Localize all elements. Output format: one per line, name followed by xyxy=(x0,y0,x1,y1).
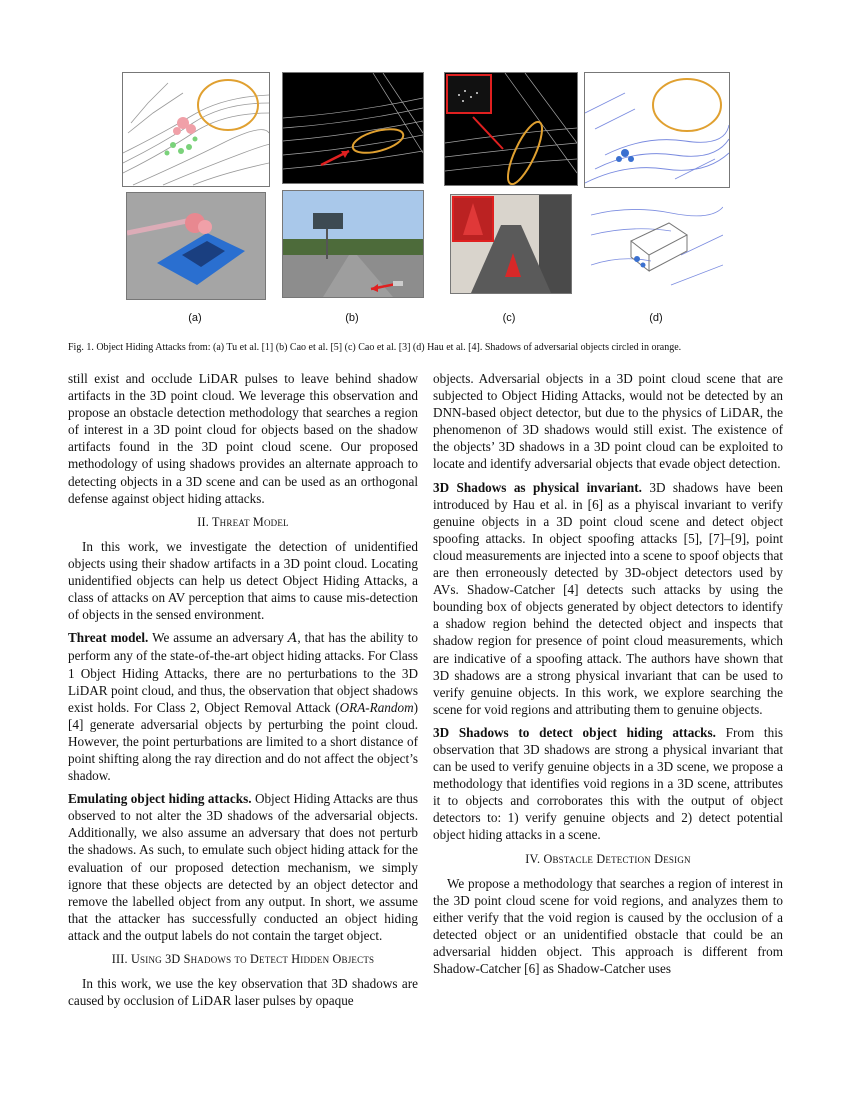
panel-c-corridor xyxy=(450,194,572,294)
panel-b-road xyxy=(282,190,424,298)
adversary-symbol: A xyxy=(287,631,298,647)
physical-invariant-title: 3D Shadows as physical invariant. xyxy=(433,479,642,495)
section-heading-using-3d-shadows: III. Using 3D Shadows to Detect Hidden Objects xyxy=(111,952,375,966)
threat-model-title: Threat model. xyxy=(68,630,149,646)
right-column xyxy=(433,370,783,983)
panel-d-box xyxy=(590,194,724,296)
pointcloud-a-graphic xyxy=(123,73,269,186)
paragraph-adversarial-objects: objects. Adversarial objects in a 3D point cloud scene that are subjected to Object Hiding Attacks, would not be detected by an DNN-based object detector, but due to the physics of LiDAR, the phenomenon of 3D shadows would still exist. The existence of the objects’ 3D shadows in a 3D point cloud can be exploited to locate and identify adversarial objects that evade object detection. xyxy=(433,371,783,472)
section-heading-threat-model: II. Threat Model xyxy=(197,514,289,529)
subfigure-label-c: (c) xyxy=(502,312,516,324)
ora-random-term: ORA-Random xyxy=(339,699,414,715)
pointcloud-c-graphic xyxy=(445,73,577,185)
pointcloud-b-graphic xyxy=(283,73,423,183)
paragraph-threat-model xyxy=(68,629,418,784)
panel-c-pointcloud xyxy=(444,72,578,186)
paragraph-physical-invariant xyxy=(433,479,783,718)
threat-model-text-b: , that has the ability to perform any of the state-of-the-art object hiding attacks. For Class 1 Object Hiding Attacks, there are no perturbations to the 3D LiDAR point cloud, and thus, the observation that object shadows exist holds. For Class 2, Object Removal Attack ( xyxy=(68,630,419,715)
threat-model-text-a: We assume an adversary xyxy=(148,630,288,646)
pointcloud-d-graphic xyxy=(585,73,729,187)
subfigure-label-d: (d) xyxy=(649,312,663,324)
box-d-graphic xyxy=(591,195,723,295)
road-b-graphic xyxy=(283,191,423,297)
panel-a-car xyxy=(126,192,266,300)
paragraph-emulating xyxy=(68,790,418,944)
section-heading-obstacle-design: IV. Obstacle Detection Design xyxy=(525,851,691,866)
panel-b-pointcloud xyxy=(282,72,424,184)
paragraph-detect-hiding xyxy=(433,724,783,844)
emulating-text: Object Hiding Attacks are thus observed to not alter the 3D shadows of the adversarial objects. Additionally, we also assume an adversary that does not perturb the shadows. As such, to emulate such object hiding attack for the evaluation of our proposed detection mechanism, we simply ignore that these objects are detected by an object detector and remove the labelled object from any output. In short, we assume that the attacker has successfully conducted an object hiding attack and the output labels do not contain the target object. xyxy=(68,791,419,943)
detect-hiding-title: 3D Shadows to detect object hiding attacks. xyxy=(433,724,716,740)
figure-1 xyxy=(120,70,740,330)
panel-d-pointcloud xyxy=(584,72,730,188)
detect-hiding-text: From this observation that 3D shadows are strong a physical invariant that can be used to verify genuine objects in a 3D scene, we propose a methodology that identifies void regions in a 3D scene, attributes it to objects and corroborates this with the output of object detectors to: 1) verify genuine objects and 2) detect potential object hiding attacks in a scene. xyxy=(433,724,783,843)
paragraph-threat-intro: In this work, we investigate the detection of unidentified objects using their shadow artifacts in a 3D point cloud. Locating unidentified objects can help us detect Object Hiding Attacks, a class of attacks on AV perception that aims to cause mis-detection of objects in the sensed environment. xyxy=(68,538,418,623)
corridor-c-graphic xyxy=(451,195,571,293)
panel-a-pointcloud xyxy=(122,72,270,187)
paragraph-methodology: We propose a methodology that searches a region of interest in the 3D point cloud scene for void regions, and analyzes them to either verify that the void region is caused by the occlusion of a detected object or an unidentified obstacle that could be an adversarial hidden object. This approach is different from Shadow-Catcher [6] as Shadow-Catcher uses xyxy=(433,875,783,977)
figure-caption: Fig. 1. Object Hiding Attacks from: (a) Tu et al. [1] (b) Cao et al. [5] (c) Cao et al. [3] (d) Hau et al. [4]. Shadows of adversarial objects circled in orange. xyxy=(68,342,682,353)
emulating-title: Emulating object hiding attacks. xyxy=(68,791,252,807)
left-column xyxy=(68,370,418,1015)
paragraph-intro-continued: still exist and occlude LiDAR pulses to leave behind shadow artifacts in the 3D point cloud. We leverage this observation and propose an obstacle detection methodology that searches a region of interest in a 3D point cloud for objects based on the shadow artifacts found in the 3D point cloud scene. Our proposed methodology of using shadows provides an alternate approach to detecting objects in a 3D scene and can be used as an orthogonal defense against object hiding attacks. xyxy=(68,371,418,506)
subfigure-label-a: (a) xyxy=(188,312,202,324)
threat-model-text-c: ) [4] generate adversarial objects by perturbing the point cloud. However, the point perturbations are limited to a short distance of point shifting along the ray direction and do not affect the object’s shadow. xyxy=(68,699,418,784)
car-a-graphic xyxy=(127,193,265,299)
subfigure-label-b: (b) xyxy=(345,312,359,324)
paragraph-using-intro: In this work, we use the key observation that 3D shadows are caused by occlusion of LiDAR laser pulses by opaque xyxy=(68,976,418,1009)
physical-invariant-text: 3D shadows have been introduced by Hau et al. in [6] as a phyiscal invariant to verify genuine objects in a 3D point cloud scene and detect object spoofing attacks. In object spoofing attacks [5], [7]–[9], point cloud measurements are injected into a scene to spoof objects that are then erroneously detected by 3D-object detectors used by AVs. Shadow-Catcher [4] detects such attacks by using the bounding box of objects generated by object detectors to identify a shadow region behind the detected object and inspects that shadow region for presence of point cloud measurements, which are indicative of a spoofing attack. The authors have shown that 3D shadows are a strong physical invariant that can be used to verify genuine objects. In this work, we explore searching the scene for void regions and attributing them to genuine objects. xyxy=(433,479,783,717)
